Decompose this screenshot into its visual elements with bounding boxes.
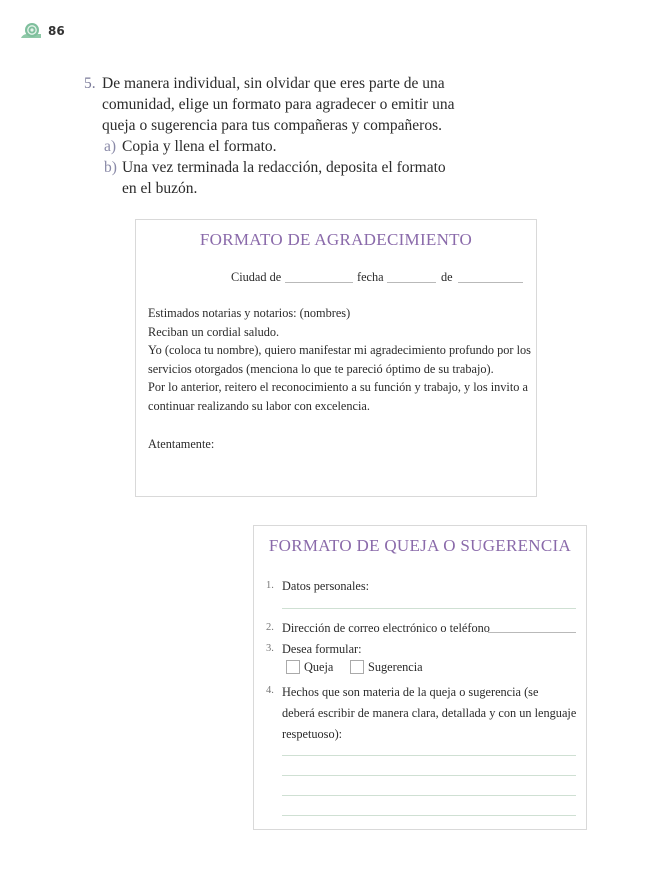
item3-label: Desea formular: [282, 642, 362, 656]
queja-form [253, 525, 587, 830]
item-b-letter: b) [104, 159, 117, 176]
snail-logo-icon [20, 22, 42, 40]
agradecimiento-form [135, 219, 537, 497]
hechos-line[interactable] [282, 815, 576, 816]
instruction-text: De manera individual, sin olvidar que eres parte de una comunidad, elige un formato para agradecer o emitir una queja o sugerencia para tus compañeras y compañeros. [102, 75, 455, 134]
agradecimiento-body: Estimados notarias y notarios: (nombres) Reciban un cordial saludo. Yo (coloca tu nombre), quiero manifestar mi agradecimiento profundo por los servicios otorgados (menciona lo que te pareció óptimo de su trabajo). Por lo anterior, reitero el reconocimiento a su función y trabajo, y los invito a continuar realizando su labor con excelencia. [148, 306, 531, 413]
queja-option-label: Queja [304, 660, 334, 674]
page-number: 86 [48, 24, 65, 38]
item-a-letter: a) [104, 138, 117, 155]
item2-number: 2. [266, 622, 274, 633]
ciudad-label: Ciudad de [231, 270, 282, 284]
fecha-line[interactable] [387, 282, 436, 283]
item2-label: Dirección de correo electrónico o teléfono [282, 621, 490, 635]
closing-text: Atentamente: [148, 437, 215, 451]
hechos-line[interactable] [282, 755, 576, 756]
sugerencia-checkbox[interactable] [350, 660, 364, 674]
item-a-text: Copia y llena el formato. [122, 138, 277, 155]
fecha-label: fecha [357, 270, 384, 284]
ciudad-line[interactable] [285, 282, 353, 283]
instruction-number: 5. [84, 75, 96, 92]
agradecimiento-title: FORMATO DE AGRADECIMIENTO [199, 230, 473, 249]
contacto-line[interactable] [488, 632, 576, 633]
queja-title: FORMATO DE QUEJA O SUGERENCIA [268, 536, 572, 555]
de-label: de [441, 270, 453, 284]
item3-number: 3. [266, 643, 274, 654]
queja-checkbox[interactable] [286, 660, 300, 674]
hechos-line[interactable] [282, 775, 576, 776]
hechos-line[interactable] [282, 795, 576, 796]
item4-text: Hechos que son materia de la queja o sugerencia (se deberá escribir de manera clara, detallada y con un lenguaje respetuoso): [282, 685, 577, 741]
item1-number: 1. [266, 580, 274, 591]
item4-number: 4. [266, 685, 274, 696]
de-line[interactable] [458, 282, 523, 283]
datos-personales-line[interactable] [282, 608, 576, 609]
item1-label: Datos personales: [282, 579, 370, 593]
item-b-text: Una vez terminada la redacción, deposita el formato en el buzón. [122, 159, 446, 197]
sugerencia-option-label: Sugerencia [368, 660, 423, 674]
